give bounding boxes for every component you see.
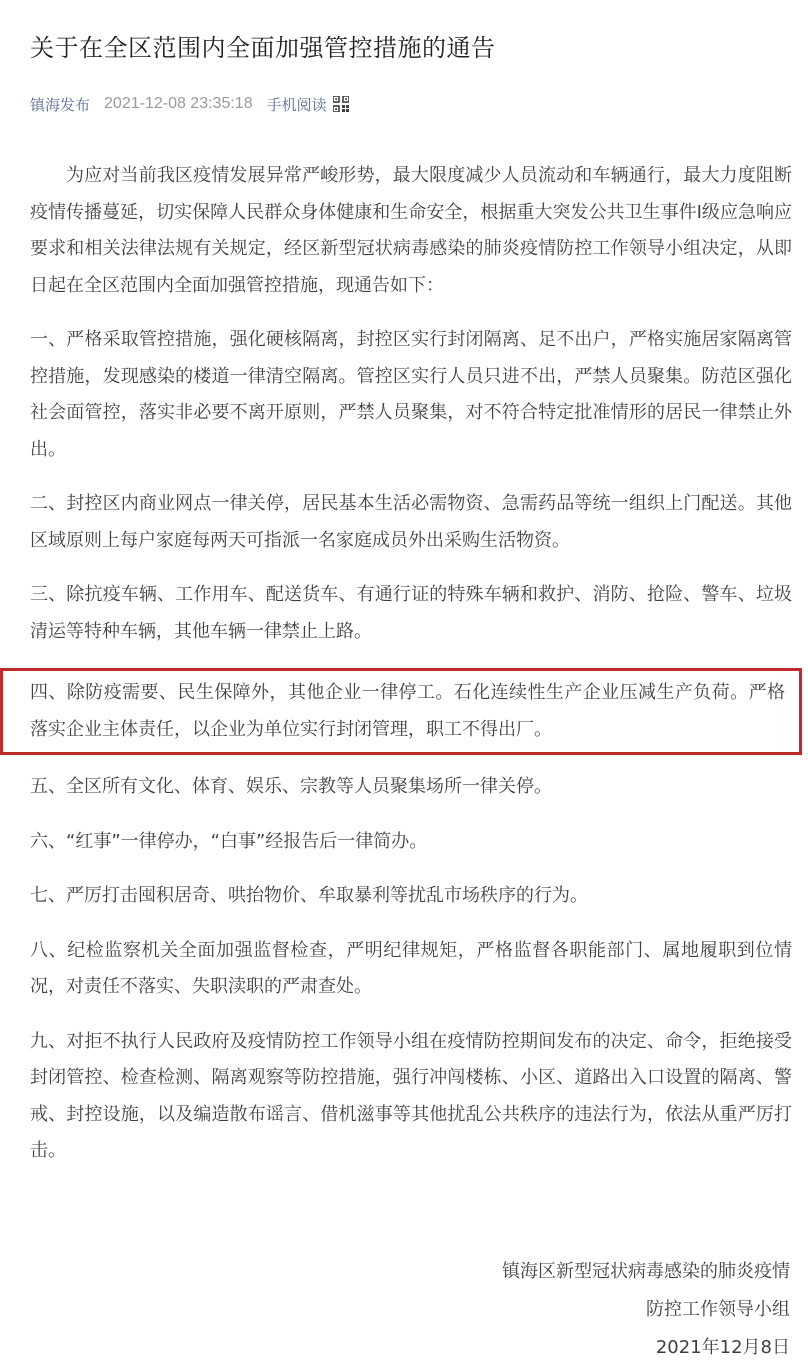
intro-paragraph: 为应对当前我区疫情发展异常严峻形势，最大限度减少人员流动和车辆通行，最大力度阻断疫情传播蔓延，切实保障人民群众身体健康和生命安全，根据重大突发公共卫生事件Ⅰ级应急响应要求和相关法律法规有关规定，经区新型冠状病毒感染的肺炎疫情防控工作领导小组决定，从即日起在全区范围内全面加强管控措施，现通告如下： xyxy=(30,165,792,296)
highlight-box xyxy=(0,668,802,755)
article-title: 关于在全区范围内全面加强管控措施的通告 xyxy=(30,34,496,62)
qr-code-icon[interactable] xyxy=(333,96,349,112)
measure-paragraph-8: 八、纪检监察机关全面加强监督检查，严明纪律规矩，严格监督各职能部门、属地履职到位情况，对责任不落实、失职渎职的严肃查处。 xyxy=(30,939,792,997)
publish-time: 2021-12-08 23:35:18 xyxy=(104,95,253,112)
signature-date: 2021年12月8日 xyxy=(655,1337,790,1358)
measure-paragraph-4: 四、除防疫需要、民生保障外，其他企业一律停工。石化连续性生产企业压减生产负荷。严格落实企业主体责任，以企业为单位实行封闭管理，职工不得出厂。 xyxy=(30,682,785,740)
signature-block xyxy=(502,1253,790,1367)
measure-paragraph-9: 九、对拒不执行人民政府及疫情防控工作领导小组在疫情防控期间发布的决定、命令，拒绝接受封闭管控、检查检测、隔离观察等防控措施，强行冲闯楼栋、小区、道路出入口设置的隔离、警戒、封控设施，以及编造散布谣言、借机滋事等其他扰乱公共秩序的违法行为，依法从重严厉打击。 xyxy=(30,1030,792,1161)
measure-paragraph-2: 二、封控区内商业网点一律关停，居民基本生活必需物资、急需药品等统一组织上门配送。其他区域原则上每户家庭每两天可指派一名家庭成员外出采购生活物资。 xyxy=(30,493,792,551)
mobile-read-link[interactable]: 手机阅读 xyxy=(266,95,327,114)
measure-paragraph-7: 七、严厉打击囤积居奇、哄抬物价、牟取暴利等扰乱市场秩序的行为。 xyxy=(30,885,588,906)
account-name-link[interactable]: 镇海发布 xyxy=(30,95,91,114)
measure-paragraph-1: 一、严格采取管控措施，强化硬核隔离，封控区实行封闭隔离、足不出户，严格实施居家隔离管控措施，发现感染的楼道一律清空隔离。管控区实行人员只进不出，严禁人员聚集。防范区强化社会面管控，落实非必要不离开原则，严禁人员聚集，对不符合特定批准情形的居民一律禁止外出。 xyxy=(30,329,792,460)
measure-paragraph-5: 五、全区所有文化、体育、娱乐、宗教等人员聚集场所一律关停。 xyxy=(30,776,552,797)
measure-paragraph-6: 六、“红事”一律停办，“白事”经报告后一律简办。 xyxy=(30,830,428,852)
article-body xyxy=(30,158,792,1188)
article-meta xyxy=(30,90,349,118)
measure-paragraph-3: 三、除抗疫车辆、工作用车、配送货车、有通行证的特殊车辆和救护、消防、抢险、警车、垃圾清运等特种车辆，其他车辆一律禁止上路。 xyxy=(30,584,792,642)
signature-org-line-2: 防控工作领导小组 xyxy=(646,1299,790,1320)
signature-org-line-1: 镇海区新型冠状病毒感染的肺炎疫情 xyxy=(502,1261,790,1282)
